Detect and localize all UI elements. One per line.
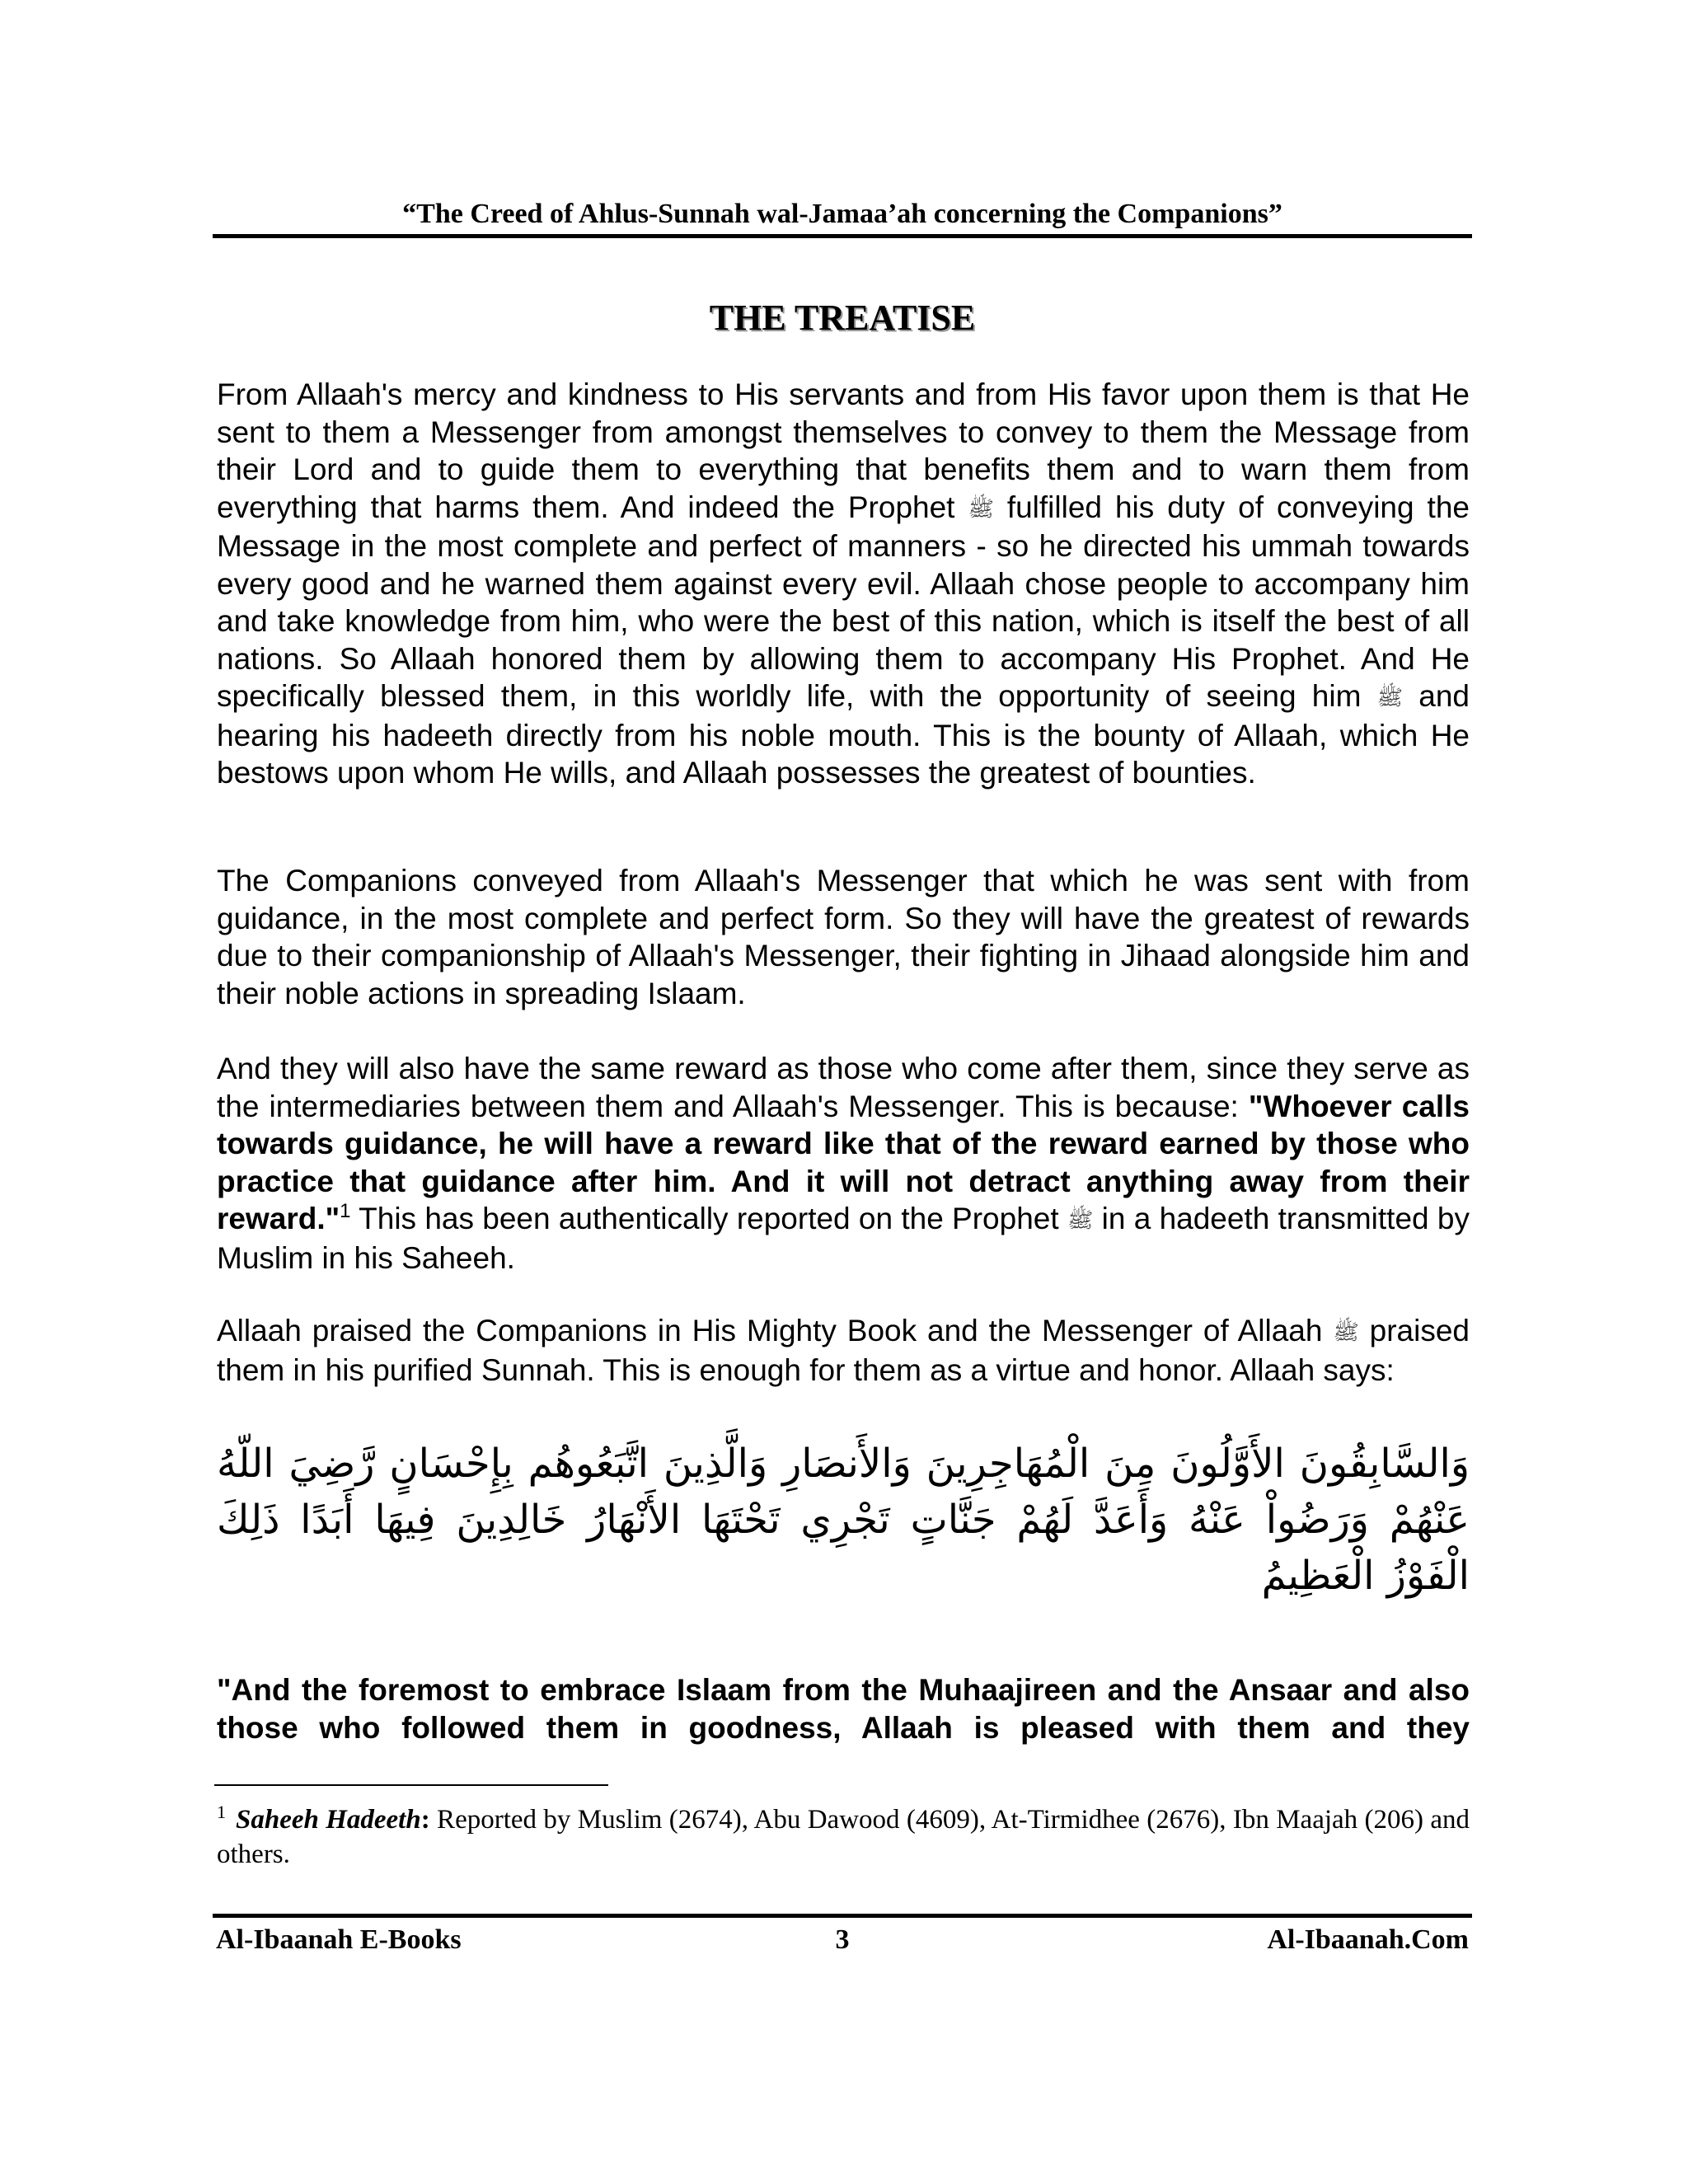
footnote-lead: Saheeh Hadeeth [236, 1805, 421, 1835]
salutation-symbol: ﷺ [1333, 1319, 1359, 1344]
header-rule [213, 234, 1472, 238]
paragraph-text: and hearing his hadeeth directly from his noble mouth. This is the bounty of Allaah, which He bestows upon whom He wills, and Allaah possesses the greatest of bounties. [217, 679, 1470, 790]
running-header: “The Creed of Ahlus-Sunnah wal-Jamaa’ah concerning the Companions” [402, 199, 1282, 229]
page-footer [216, 1922, 1469, 1958]
arabic-verse: وَالسَّابِقُونَ الأَوَّلُونَ مِنَ الْمُهَاجِرِينَ وَالأَنصَارِ وَالَّذِينَ اتَّبَعُوهُم بِإِحْسَانٍ رَّضِيَ اللّهُ عَنْهُمْ وَرَضُواْ عَنْهُ وَأَعَدَّ لَهُمْ جَنَّاتٍ تَجْرِي تَحْتَهَا الأَنْهَارُ خَالِدِينَ فِيهَا أَبَدًا ذَلِكَ الْفَوْزُ الْعَظِيمُ [217, 1441, 1470, 1599]
footer-website: Al-Ibaanah.Com [1267, 1924, 1469, 1955]
paragraph-text: fulfilled his duty of conveying the Message in the most complete and perfect of manners - so he directed his ummah towards every good and he warned them against every evil. Allaah chose people to accompany him and take knowledge from him, who were the best of this nation, which is itself the best of all nations. So Allaah honored them by allowing them to accompany His Prophet. And He specifically blessed them, in this worldly life, with the opportunity of seeing him [217, 490, 1470, 713]
verse-translation: "And the foremost to embrace Islaam from the Muhaajireen and the Ansaar and also those who followed them in goodness, Allaah is pleased with them and they [217, 1673, 1470, 1745]
paragraph-text: And they will also have the same reward as those who come after them, since they serve as the intermediaries between them and Allaah's Messenger. This is because: [217, 1052, 1470, 1123]
footnote-number: 1 [217, 1802, 226, 1822]
paragraph-4 [217, 1312, 1470, 1389]
footnote-rule [214, 1784, 608, 1786]
paragraph-1 [217, 376, 1470, 792]
paragraph-text: From Allaah's mercy and kindness to His servants and from His favor upon them is that He sent to them a Messenger from amongst themselves to convey to them the Message from their Lord and to guide them to everything that benefits them and to warn them from everything that harms them. And indeed the Prophet [217, 377, 1470, 524]
paragraph-text: in a hadeeth transmitted by Muslim in his Saheeh. [217, 1202, 1470, 1275]
footnote-text: Reported by Muslim (2674), Abu Dawood (4609), At-Tirmidhee (2676), Ibn Maajah (206) and others. [217, 1805, 1470, 1869]
footnote [217, 1795, 1470, 1872]
paragraph-3 [217, 1050, 1470, 1277]
salutation-symbol: ﷺ [968, 495, 994, 521]
hadeeth-quote: "Whoever calls towards guidance, he will have a reward like that of the reward earned by those who practice that guidance after him. And it will not detract anything away from their reward." [217, 1089, 1470, 1235]
page-title: THE TREATISE [709, 298, 976, 338]
salutation-symbol: ﷺ [1067, 1207, 1094, 1232]
paragraph-text: Allaah praised the Companions in His Mighty Book and the Messenger of Allaah [217, 1314, 1323, 1347]
page-number: 3 [835, 1924, 850, 1955]
footnote-ref[interactable]: 1 [340, 1200, 351, 1222]
footer-publisher: Al-Ibaanah E-Books [216, 1924, 462, 1955]
paragraph-text: praised them in his purified Sunnah. This is enough for them as a virtue and honor. Allaah says: [217, 1314, 1470, 1387]
footer-rule [213, 1914, 1472, 1918]
footnote-colon: : [420, 1805, 430, 1835]
paragraph-text: This has been authentically reported on the Prophet [359, 1202, 1059, 1235]
paragraph-2: The Companions conveyed from Allaah's Messenger that which he was sent with from guidance, in the most complete and perfect form. So they will have the greatest of rewards due to their companionship of Allaah's Messenger, their fighting in Jihaad alongside him and their noble actions in spreading Islaam. [217, 864, 1470, 1010]
salutation-symbol: ﷺ [1376, 685, 1404, 710]
